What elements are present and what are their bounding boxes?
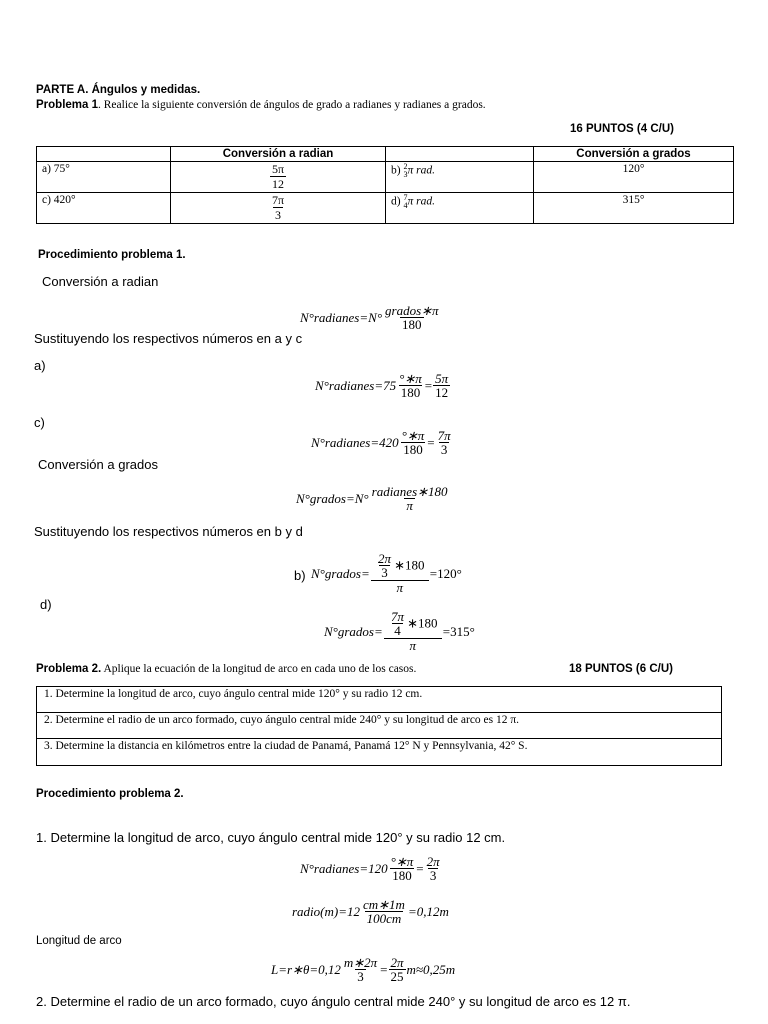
math-text: m≈0,25m — [406, 962, 456, 977]
denominator: 180 — [400, 385, 421, 400]
fraction — [270, 163, 286, 191]
instruction-ac: Sustituyendo los respectivos números en a y c — [34, 331, 303, 346]
numerator: °∗π — [399, 371, 422, 386]
table-cell — [171, 193, 386, 224]
table-row — [37, 162, 734, 193]
subheading-grados: Conversión a grados — [38, 457, 158, 472]
numerator: 2π — [426, 854, 440, 869]
table-cell: 315° — [534, 193, 734, 224]
table-row — [37, 193, 734, 224]
item-label: d) — [391, 195, 401, 208]
denominator: 3 — [429, 868, 437, 883]
problem-1-text: . Realice la siguiente conversión de ángulos de grado a radianes y radianes a grados. — [98, 99, 486, 111]
denominator: 3 — [275, 208, 281, 222]
problem-1-statement — [36, 99, 486, 111]
denominator: 180 — [403, 442, 423, 457]
table-cell — [386, 162, 534, 193]
equation-c — [311, 429, 454, 457]
numerator: m∗2π — [343, 955, 378, 970]
math-text: =315° — [442, 624, 475, 639]
problem-1-label: Problema 1 — [36, 99, 98, 111]
fraction — [370, 485, 450, 513]
list-item: 1. Determine la longitud de arco, cuyo ángulo central mide 120° y su radio 12 cm. — [37, 687, 721, 713]
math-text: N°grados= — [311, 566, 370, 581]
procedure-2-title: Procedimiento problema 2. — [36, 788, 184, 800]
denominator: 3 — [440, 442, 448, 457]
denominator: 3 — [357, 969, 364, 984]
list-item: 3. Determine la distancia en kilómetros entre la ciudad de Panamá, Panamá 12° N y Pennsylvania, 42° S. — [44, 740, 528, 752]
table-header-row — [37, 147, 734, 162]
fraction — [270, 194, 286, 222]
equation-radianes-120 — [300, 855, 443, 883]
list-item: 2. Determine el radio de un arco formado, cuyo ángulo central mide 240° y su longitud de arco es 12 π. — [37, 713, 721, 739]
denominator: π — [406, 498, 413, 513]
numerator: °∗π — [390, 854, 414, 869]
math-text: ∗180 — [407, 615, 438, 631]
numerator: 5π — [271, 162, 285, 176]
fraction — [436, 429, 453, 457]
math-text: radio(m)=12 — [292, 904, 360, 919]
numerator: 7π — [437, 428, 451, 443]
instruction-bd: Sustituyendo los respectivos números en b y d — [34, 524, 303, 539]
denominator: 180 — [392, 868, 412, 883]
numerator — [386, 611, 439, 638]
problem-2-text: Aplique la ecuación de la longitud de arco en cada uno de los casos. — [101, 663, 417, 675]
math-text: π rad. — [407, 195, 435, 208]
formula-grados — [296, 485, 451, 513]
procedure-1-title: Procedimiento problema 1. — [38, 249, 186, 261]
table-cell: c) 420° — [37, 193, 171, 224]
table-cell — [171, 162, 386, 193]
numerator — [373, 553, 426, 580]
label-d: d) — [40, 597, 52, 612]
math-text: N°radianes=420 — [311, 435, 399, 450]
math-text: N°radianes=75 — [315, 378, 397, 393]
denominator: 25 — [390, 969, 404, 984]
math-text: ∗180 — [394, 557, 425, 573]
numerator: 2π — [378, 551, 392, 566]
problem-2-list — [36, 686, 722, 766]
math-text: N°grados= — [324, 624, 383, 639]
equation-radio — [292, 898, 449, 926]
math-text: N°radianes=N° — [300, 310, 383, 325]
math-text: N°radianes=120 — [300, 861, 388, 876]
subheading-radian: Conversión a radian — [42, 274, 159, 289]
problem-2-label: Problema 2. — [36, 663, 102, 675]
label-c: c) — [34, 415, 45, 430]
step-2: 2. Determine el radio de un arco formado, cuyo ángulo central mide 240° y su longitud de arco es 12 π. — [36, 994, 631, 1009]
equation-a — [315, 372, 451, 400]
label-b: b) — [294, 568, 306, 583]
denominator: 180 — [402, 317, 422, 332]
problem-2-statement — [36, 663, 416, 675]
math-text: =0,12m — [407, 904, 449, 919]
numerator: 5π — [435, 371, 449, 386]
numerator: radianes∗180 — [371, 484, 448, 499]
equals: = — [416, 861, 424, 876]
numerator: 2π — [390, 955, 404, 970]
math-text: π rad. — [407, 164, 435, 177]
table-header — [386, 147, 534, 162]
equals: = — [424, 378, 433, 393]
numerator: grados∗π — [385, 303, 439, 318]
conversion-table — [36, 146, 734, 224]
points-label-1: 16 PUNTOS (4 C/U) — [570, 123, 674, 135]
numerator: °∗π — [401, 428, 425, 443]
fraction — [383, 304, 441, 332]
fraction — [376, 553, 393, 580]
fraction — [433, 372, 450, 400]
fraction — [389, 855, 416, 883]
fraction — [389, 956, 406, 984]
denominator: 4 — [394, 623, 401, 638]
compound-fraction — [384, 611, 442, 653]
denominator: 12 — [435, 385, 449, 400]
math-text: N°grados=N° — [296, 491, 369, 506]
numerator: cm∗1m — [363, 897, 405, 912]
section-title: PARTE A. Ángulos y medidas. — [36, 84, 201, 96]
equation-d — [324, 611, 475, 653]
numerator: 7π — [271, 193, 285, 207]
fraction — [425, 855, 442, 883]
denominator: 4 — [403, 201, 408, 210]
math-text: =120° — [429, 566, 462, 581]
denominator: 12 — [272, 177, 284, 191]
table-header: Conversión a radian — [171, 147, 386, 162]
equation-longitud — [271, 956, 455, 984]
table-cell: 120° — [534, 162, 734, 193]
fraction — [389, 611, 406, 638]
fraction — [400, 429, 427, 457]
numerator: 7 — [403, 193, 408, 202]
math-text: L=r∗θ=0,12 — [271, 962, 341, 977]
table-cell: a) 75° — [37, 162, 171, 193]
numerator: 7π — [391, 609, 405, 624]
label-a: a) — [34, 358, 46, 373]
equals: = — [380, 962, 388, 977]
item-label: b) — [391, 164, 401, 177]
denominator: 3 — [381, 565, 388, 580]
denominator: 100cm — [366, 911, 402, 926]
equation-b — [311, 553, 462, 595]
table-header: Conversión a grados — [534, 147, 734, 162]
equals: = — [427, 435, 435, 450]
denominator: π — [371, 580, 429, 595]
fraction — [342, 956, 379, 984]
numerator: 2 — [403, 162, 408, 171]
points-label-2: 18 PUNTOS (6 C/U) — [569, 663, 673, 675]
formula-radian — [300, 304, 442, 332]
denominator: π — [384, 638, 442, 653]
denominator: 3 — [403, 170, 408, 179]
subheading-longitud: Longitud de arco — [36, 935, 122, 947]
table-cell — [386, 193, 534, 224]
compound-fraction — [371, 553, 429, 595]
fraction — [361, 898, 407, 926]
step-1: 1. Determine la longitud de arco, cuyo ángulo central mide 120° y su radio 12 cm. — [36, 830, 506, 845]
table-header — [37, 147, 171, 162]
fraction — [397, 372, 424, 400]
